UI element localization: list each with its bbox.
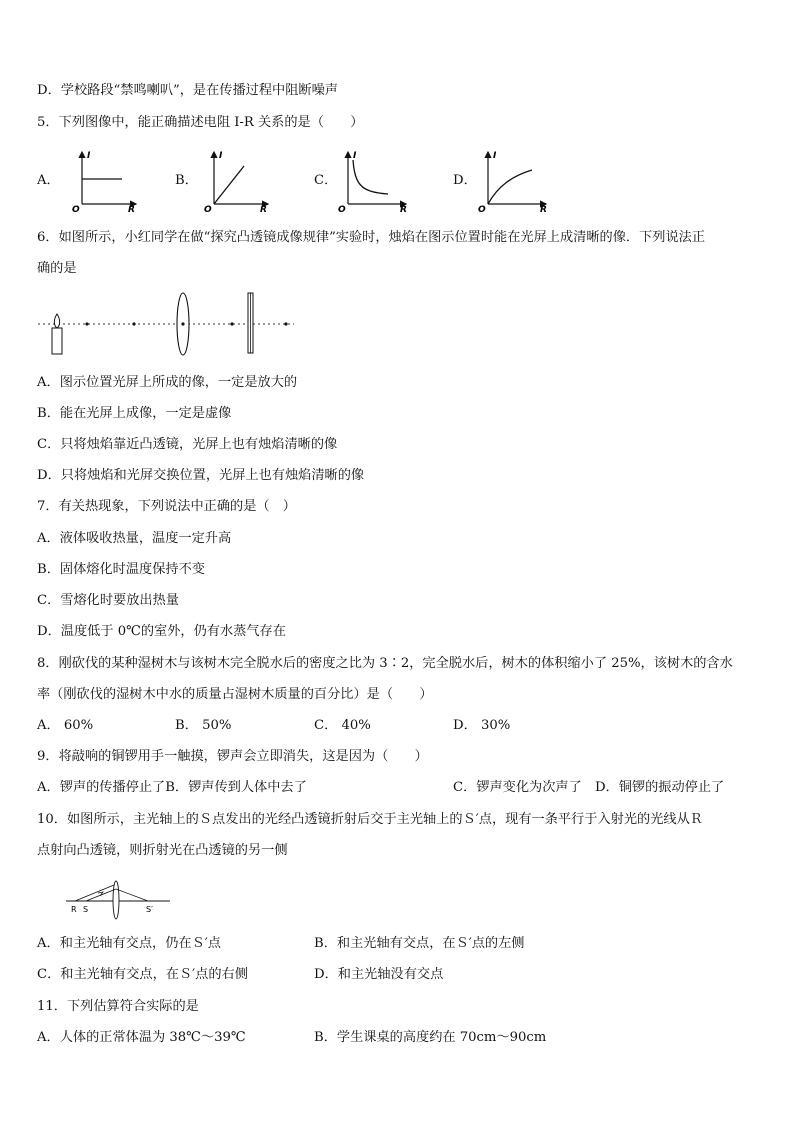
q7-option-d: D．温度低于 0℃的室外，仍有水蒸气存在: [37, 624, 286, 639]
q6-option-b: B．能在光屏上成像，一定是虚像: [37, 406, 232, 421]
q5c-axis-r: R: [400, 205, 407, 214]
q10-label-s-prime: S′: [146, 905, 153, 914]
q4-option-d: D．学校路段“禁鸣喇叭”，是在传播过程中阻断噪声: [37, 83, 338, 98]
q5-stem: 5．下列图像中，能正确描述电阻 I-R 关系的是（ ）: [37, 115, 364, 130]
q10-lens-icon: [113, 881, 119, 919]
q5a-axis-r: R: [128, 205, 135, 214]
q6-stem-line1: 6．如图所示，小红同学在做“探究凸透镜成像规律”实验时，烛焰在图示位置时能在光屏上成清晰的像．下列说法正: [37, 230, 706, 245]
q5d-origin: O: [478, 205, 486, 214]
q5b-axis-i: I: [219, 151, 223, 161]
q5-graph-a: [68, 146, 148, 214]
q10-option-a: A．和主光轴有交点，仍在Ｓ′点: [37, 936, 221, 951]
q11-stem: 11．下列估算符合实际的是: [37, 999, 199, 1014]
q10-stem-line1: 10．如图所示，主光轴上的Ｓ点发出的光经凸透镜折射后交于主光轴上的Ｓ′点，现有一条平行于入射光的光线从Ｒ: [37, 812, 703, 827]
q5-label-b: B．: [175, 173, 198, 188]
q8-option-d: D． 30%: [453, 718, 511, 733]
q10-option-d: D．和主光轴没有交点: [314, 967, 444, 982]
q6-stem-line2: 确的是: [37, 261, 77, 276]
q8-stem-line2: 率（刚砍伐的湿树木中水的质量占湿树木质量的百分比）是（ ）: [37, 687, 433, 702]
q10-option-b: B．和主光轴有交点，在Ｓ′点的左侧: [314, 936, 525, 951]
q5-label-c: C．: [314, 173, 338, 188]
q5-label-a: A．: [37, 173, 60, 188]
q8-option-b: B． 50%: [175, 718, 232, 733]
q11-option-b: B．学生课桌的高度约在 70cm～90cm: [314, 1030, 547, 1045]
q11-option-a: A．人体的正常体温为 38℃～39℃: [37, 1030, 246, 1045]
q8-stem-line1: 8．刚砍伐的某种湿树木与该树木完全脱水后的密度之比为 3∶2，完全脱水后，树木的体积缩小了 25%，该树木的含水: [37, 656, 733, 671]
q10-option-c: C．和主光轴有交点，在Ｓ′点的右侧: [37, 967, 248, 982]
q7-option-c: C．雪熔化时要放出热量: [37, 593, 179, 608]
q10-lens-figure: [64, 874, 174, 920]
q5b-axis-r: R: [260, 205, 267, 214]
q7-option-b: B．固体熔化时温度保持不变: [37, 562, 205, 577]
q7-stem: 7．有关热现象，下列说法中正确的是（ ）: [37, 499, 296, 514]
candle-icon: [52, 328, 62, 354]
q6-option-c: C．只将烛焰靠近凸透镜，光屏上也有烛焰清晰的像: [37, 437, 338, 452]
q6-optical-bench-figure: [36, 290, 298, 358]
q5-graph-c: [334, 146, 418, 214]
q10-stem-line2: 点射向凸透镜，则折射光在凸透镜的另一侧: [37, 843, 288, 858]
q5a-origin: O: [72, 205, 80, 214]
q5d-axis-i: I: [493, 151, 497, 161]
q8-option-a: A． 60%: [37, 718, 94, 733]
q5-graph-b: [200, 146, 280, 214]
q5d-axis-r: R: [540, 205, 547, 214]
flame-icon: [54, 314, 59, 328]
q10-label-s: S: [83, 905, 89, 914]
q5-label-d: D．: [453, 173, 477, 188]
q7-option-a: A．液体吸收热量，温度一定升高: [37, 531, 232, 546]
q9-options-cd: C．锣声变化为次声了 D．铜锣的振动停止了: [453, 780, 725, 795]
q10-label-r: R: [71, 905, 77, 914]
q5b-origin: O: [204, 205, 212, 214]
q9-stem: 9．将敲响的铜锣用手一触摸，锣声会立即消失，这是因为（ ）: [37, 749, 428, 764]
q9-options-ab: A．锣声的传播停止了B．锣声传到人体中去了: [37, 780, 307, 795]
q5c-origin: O: [338, 205, 346, 214]
q5c-axis-i: I: [353, 151, 357, 161]
q8-option-c: C． 40%: [314, 718, 371, 733]
q5a-axis-i: I: [87, 151, 91, 161]
q6-option-a: A．图示位置光屏上所成的像，一定是放大的: [37, 375, 298, 390]
q5-graph-d: [474, 146, 558, 214]
q6-option-d: D．只将烛焰和光屏交换位置，光屏上也有烛焰清晰的像: [37, 468, 365, 483]
